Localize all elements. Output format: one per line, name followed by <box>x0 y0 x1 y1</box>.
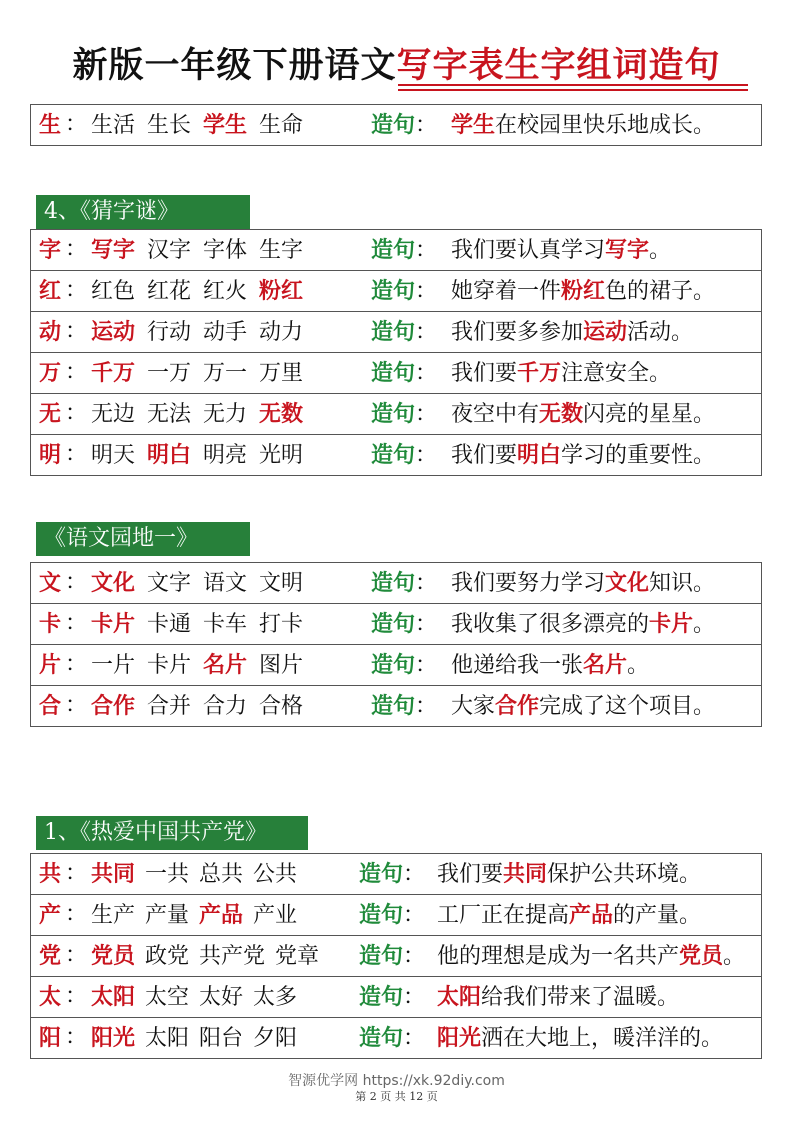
zaoju-colon: ： <box>415 361 438 386</box>
sentence-segment: 完成了这个项目。 <box>539 694 716 719</box>
example-sentence <box>451 686 715 727</box>
word: 无边 <box>91 402 136 427</box>
zaoju-text: 造句 <box>359 902 404 928</box>
head-char: 卡 <box>39 611 62 637</box>
word: 生活 <box>91 113 136 138</box>
colon: ： <box>65 984 88 1009</box>
word-list <box>91 435 315 476</box>
word: 太阳 <box>145 1026 190 1051</box>
sentence-segment: 。 <box>723 944 746 969</box>
section-banner-yuwen-yuandi: 《语文园地一》 <box>36 522 250 556</box>
word: 一片 <box>91 653 136 678</box>
word: 运动 <box>91 319 136 345</box>
sentence-segment: 的产量。 <box>613 903 702 928</box>
word: 图片 <box>259 653 304 678</box>
word: 文明 <box>259 571 304 596</box>
vocab-table-1 <box>30 104 762 146</box>
table-row <box>30 977 762 1018</box>
sentence-segment: 他的理想是成为一名共产 <box>437 944 680 969</box>
sentence-segment: 粉红 <box>561 278 606 304</box>
sentence-segment: 在校园里快乐地成长。 <box>495 113 716 138</box>
zaoju-label <box>359 977 425 1018</box>
word: 总共 <box>199 862 244 887</box>
word: 政党 <box>145 944 190 969</box>
zaoju-label <box>371 312 437 353</box>
table-row <box>30 936 762 977</box>
sentence-segment: 卡片 <box>649 611 694 637</box>
section-banner-cai-zi-mi: 4、《猜字谜》 <box>36 195 250 229</box>
word-list <box>91 604 315 645</box>
colon: ： <box>65 319 88 344</box>
vocab-table-yuwen-yuandi <box>30 562 762 727</box>
word-list <box>91 105 315 146</box>
table-row <box>30 353 762 394</box>
word: 太多 <box>253 985 298 1010</box>
head-char: 产 <box>39 902 62 928</box>
table-row <box>30 604 762 645</box>
word: 生字 <box>259 238 304 263</box>
word: 汉字 <box>147 238 192 263</box>
zaoju-label <box>371 604 437 645</box>
zaoju-colon: ： <box>403 985 426 1010</box>
word: 阳光 <box>91 1025 136 1051</box>
zaoju-label <box>371 105 437 146</box>
zaoju-text: 造句 <box>371 570 416 596</box>
example-sentence <box>451 394 715 435</box>
sentence-segment: 文化 <box>605 570 650 596</box>
word-list <box>91 271 315 312</box>
word: 合并 <box>147 694 192 719</box>
word: 合作 <box>91 693 136 719</box>
head-char: 无 <box>39 401 62 427</box>
word: 党员 <box>91 943 136 969</box>
zaoju-text: 造句 <box>371 360 416 386</box>
footer-page-number: 第 2 页 共 12 页 <box>355 1090 438 1103</box>
word-list <box>91 854 307 895</box>
word: 红花 <box>147 279 192 304</box>
zaoju-text: 造句 <box>371 237 416 263</box>
zaoju-text: 造句 <box>371 401 416 427</box>
word: 文字 <box>147 571 192 596</box>
title-underline-2 <box>398 89 748 91</box>
word-list <box>91 1018 307 1059</box>
sentence-segment: 活动。 <box>627 320 694 345</box>
sentence-segment: 无数 <box>539 401 584 427</box>
zaoju-colon: ： <box>415 113 438 138</box>
word: 合力 <box>203 694 248 719</box>
table-row <box>30 854 762 895</box>
colon: ： <box>65 943 88 968</box>
head-char: 太 <box>39 984 62 1010</box>
sentence-segment: 名片 <box>583 652 628 678</box>
sentence-segment: 我们要多参加 <box>451 320 584 345</box>
word: 卡片 <box>147 653 192 678</box>
zaoju-label <box>359 854 425 895</box>
head-char: 党 <box>39 943 62 969</box>
section-banner-re-ai-zhongguo: 1、《热爱中国共产党》 <box>36 816 308 850</box>
word: 阳台 <box>199 1026 244 1051</box>
vocab-table-cai-zi-mi <box>30 229 762 476</box>
example-sentence <box>451 435 715 476</box>
zaoju-text: 造句 <box>359 984 404 1010</box>
sentence-segment: 运动 <box>583 319 628 345</box>
head-char: 明 <box>39 442 62 468</box>
word: 产业 <box>253 903 298 928</box>
example-sentence <box>437 1018 723 1059</box>
example-sentence <box>451 230 671 271</box>
colon: ： <box>65 570 88 595</box>
example-sentence <box>451 604 715 645</box>
sentence-segment: 写字 <box>605 237 650 263</box>
zaoju-label <box>371 563 437 604</box>
sentence-segment: 。 <box>693 612 716 637</box>
zaoju-colon: ： <box>415 443 438 468</box>
sentence-segment: 她穿着一件 <box>451 279 562 304</box>
page-title <box>0 38 793 88</box>
word: 生长 <box>147 113 192 138</box>
word: 卡车 <box>203 612 248 637</box>
colon: ： <box>65 1025 88 1050</box>
sentence-segment: 大家 <box>451 694 496 719</box>
word: 党章 <box>275 944 320 969</box>
zaoju-label <box>371 353 437 394</box>
word-list <box>91 230 315 271</box>
zaoju-text: 造句 <box>371 693 416 719</box>
zaoju-text: 造句 <box>359 1025 404 1051</box>
sentence-segment: 给我们带来了温暖。 <box>481 985 680 1010</box>
sentence-segment: 知识。 <box>649 571 716 596</box>
table-row <box>30 312 762 353</box>
sentence-segment: 学生 <box>451 112 496 138</box>
word: 字体 <box>203 238 248 263</box>
word: 语文 <box>203 571 248 596</box>
zaoju-colon: ： <box>403 903 426 928</box>
example-sentence <box>451 105 715 146</box>
zaoju-text: 造句 <box>371 611 416 637</box>
sentence-segment: 工厂正在提高 <box>437 903 570 928</box>
sentence-segment: 合作 <box>495 693 540 719</box>
head-char: 生 <box>39 112 62 138</box>
colon: ： <box>65 693 88 718</box>
title-black: 新版一年级下册语文 <box>72 45 397 86</box>
word: 夕阳 <box>253 1026 298 1051</box>
word: 明天 <box>91 443 136 468</box>
zaoju-label <box>371 230 437 271</box>
sentence-segment: 我们要 <box>451 443 518 468</box>
zaoju-text: 造句 <box>371 319 416 345</box>
colon: ： <box>65 611 88 636</box>
colon: ： <box>65 902 88 927</box>
sentence-segment: 他递给我一张 <box>451 653 584 678</box>
word-list <box>91 686 315 727</box>
zaoju-colon: ： <box>415 612 438 637</box>
word: 无法 <box>147 402 192 427</box>
word-list <box>91 895 307 936</box>
word: 太空 <box>145 985 190 1010</box>
zaoju-label <box>359 1018 425 1059</box>
word: 一万 <box>147 361 192 386</box>
table-row <box>30 563 762 604</box>
word: 行动 <box>147 320 192 345</box>
word: 产量 <box>145 903 190 928</box>
word: 红火 <box>203 279 248 304</box>
sentence-segment: 阳光 <box>437 1025 482 1051</box>
sentence-segment: 。 <box>649 238 672 263</box>
colon: ： <box>65 401 88 426</box>
zaoju-label <box>371 271 437 312</box>
colon: ： <box>65 112 88 137</box>
word-list <box>91 936 329 977</box>
sentence-segment: 学习的重要性。 <box>561 443 716 468</box>
table-row <box>30 895 762 936</box>
word: 动力 <box>259 320 304 345</box>
zaoju-label <box>371 394 437 435</box>
example-sentence <box>451 645 649 686</box>
sentence-segment: 夜空中有 <box>451 402 540 427</box>
colon: ： <box>65 861 88 886</box>
word-list <box>91 353 315 394</box>
word: 共同 <box>91 861 136 887</box>
zaoju-label <box>371 686 437 727</box>
colon: ： <box>65 652 88 677</box>
head-char: 万 <box>39 360 62 386</box>
word: 生产 <box>91 903 136 928</box>
sentence-segment: 保护公共环境。 <box>547 862 702 887</box>
colon: ： <box>65 237 88 262</box>
zaoju-colon: ： <box>415 402 438 427</box>
example-sentence <box>451 563 715 604</box>
colon: ： <box>65 278 88 303</box>
zaoju-colon: ： <box>415 279 438 304</box>
word: 光明 <box>259 443 304 468</box>
sentence-segment: 共同 <box>503 861 548 887</box>
sentence-segment: 明白 <box>517 442 562 468</box>
table-row <box>30 271 762 312</box>
head-char: 动 <box>39 319 62 345</box>
table-row <box>30 435 762 476</box>
sentence-segment: 我们要 <box>451 361 518 386</box>
sentence-segment: 党员 <box>679 943 724 969</box>
sentence-segment: 产品 <box>569 902 614 928</box>
sentence-segment: 。 <box>627 653 650 678</box>
example-sentence <box>437 977 679 1018</box>
word-list <box>91 563 315 604</box>
word: 写字 <box>91 237 136 263</box>
word: 合格 <box>259 694 304 719</box>
head-char: 共 <box>39 861 62 887</box>
word: 太阳 <box>91 984 136 1010</box>
word: 千万 <box>91 360 136 386</box>
zaoju-colon: ： <box>415 238 438 263</box>
title-red: 写字表生字组词造句 <box>396 45 721 86</box>
example-sentence <box>451 312 693 353</box>
zaoju-text: 造句 <box>359 861 404 887</box>
word: 产品 <box>199 902 244 928</box>
word: 卡片 <box>91 611 136 637</box>
word-list <box>91 312 315 353</box>
zaoju-colon: ： <box>415 653 438 678</box>
word: 万一 <box>203 361 248 386</box>
zaoju-colon: ： <box>403 862 426 887</box>
zaoju-text: 造句 <box>371 112 416 138</box>
zaoju-text: 造句 <box>371 652 416 678</box>
zaoju-colon: ： <box>415 320 438 345</box>
sentence-segment: 我们要认真学习 <box>451 238 606 263</box>
zaoju-colon: ： <box>415 571 438 596</box>
footer-site: 智源优学网 https://xk.92diy.com <box>288 1073 505 1089</box>
head-char: 片 <box>39 652 62 678</box>
table-row <box>30 1018 762 1059</box>
word: 动手 <box>203 320 248 345</box>
word: 粉红 <box>259 278 304 304</box>
word-list <box>91 645 315 686</box>
sentence-segment: 太阳 <box>437 984 482 1010</box>
word: 明白 <box>147 442 192 468</box>
table-row <box>30 230 762 271</box>
sentence-segment: 色的裙子。 <box>605 279 716 304</box>
example-sentence <box>451 353 671 394</box>
head-char: 合 <box>39 693 62 719</box>
colon: ： <box>65 360 88 385</box>
zaoju-text: 造句 <box>371 442 416 468</box>
table-row <box>30 105 762 146</box>
title-underline <box>398 84 748 86</box>
zaoju-label <box>359 895 425 936</box>
sentence-segment: 我们要 <box>437 862 504 887</box>
sentence-segment: 我收集了很多漂亮的 <box>451 612 650 637</box>
zaoju-colon: ： <box>415 694 438 719</box>
table-row <box>30 645 762 686</box>
head-char: 字 <box>39 237 62 263</box>
sentence-segment: 我们要努力学习 <box>451 571 606 596</box>
word: 无数 <box>259 401 304 427</box>
word-list <box>91 977 307 1018</box>
sentence-segment: 闪亮的星星。 <box>583 402 716 427</box>
zaoju-text: 造句 <box>371 278 416 304</box>
head-char: 文 <box>39 570 62 596</box>
table-row <box>30 686 762 727</box>
zaoju-colon: ： <box>403 944 426 969</box>
example-sentence <box>437 936 745 977</box>
word-list <box>91 394 315 435</box>
sentence-segment: 千万 <box>517 360 562 386</box>
word: 公共 <box>253 862 298 887</box>
table-row <box>30 394 762 435</box>
word: 打卡 <box>259 612 304 637</box>
word: 学生 <box>203 112 248 138</box>
word: 明亮 <box>203 443 248 468</box>
colon: ： <box>65 442 88 467</box>
word: 红色 <box>91 279 136 304</box>
word: 生命 <box>259 113 304 138</box>
zaoju-label <box>359 936 425 977</box>
word: 无力 <box>203 402 248 427</box>
example-sentence <box>451 271 715 312</box>
example-sentence <box>437 854 701 895</box>
word: 一共 <box>145 862 190 887</box>
word: 文化 <box>91 570 136 596</box>
word: 万里 <box>259 361 304 386</box>
word: 名片 <box>203 652 248 678</box>
example-sentence <box>437 895 701 936</box>
head-char: 红 <box>39 278 62 304</box>
head-char: 阳 <box>39 1025 62 1051</box>
zaoju-label <box>371 645 437 686</box>
vocab-table-re-ai-zhongguo <box>30 853 762 1059</box>
sentence-segment: 注意安全。 <box>561 361 672 386</box>
zaoju-colon: ： <box>403 1026 426 1051</box>
sentence-segment: 洒在大地上，暖洋洋的。 <box>481 1026 724 1051</box>
zaoju-label <box>371 435 437 476</box>
word: 太好 <box>199 985 244 1010</box>
zaoju-text: 造句 <box>359 943 404 969</box>
word: 共产党 <box>199 944 266 969</box>
word: 卡通 <box>147 612 192 637</box>
